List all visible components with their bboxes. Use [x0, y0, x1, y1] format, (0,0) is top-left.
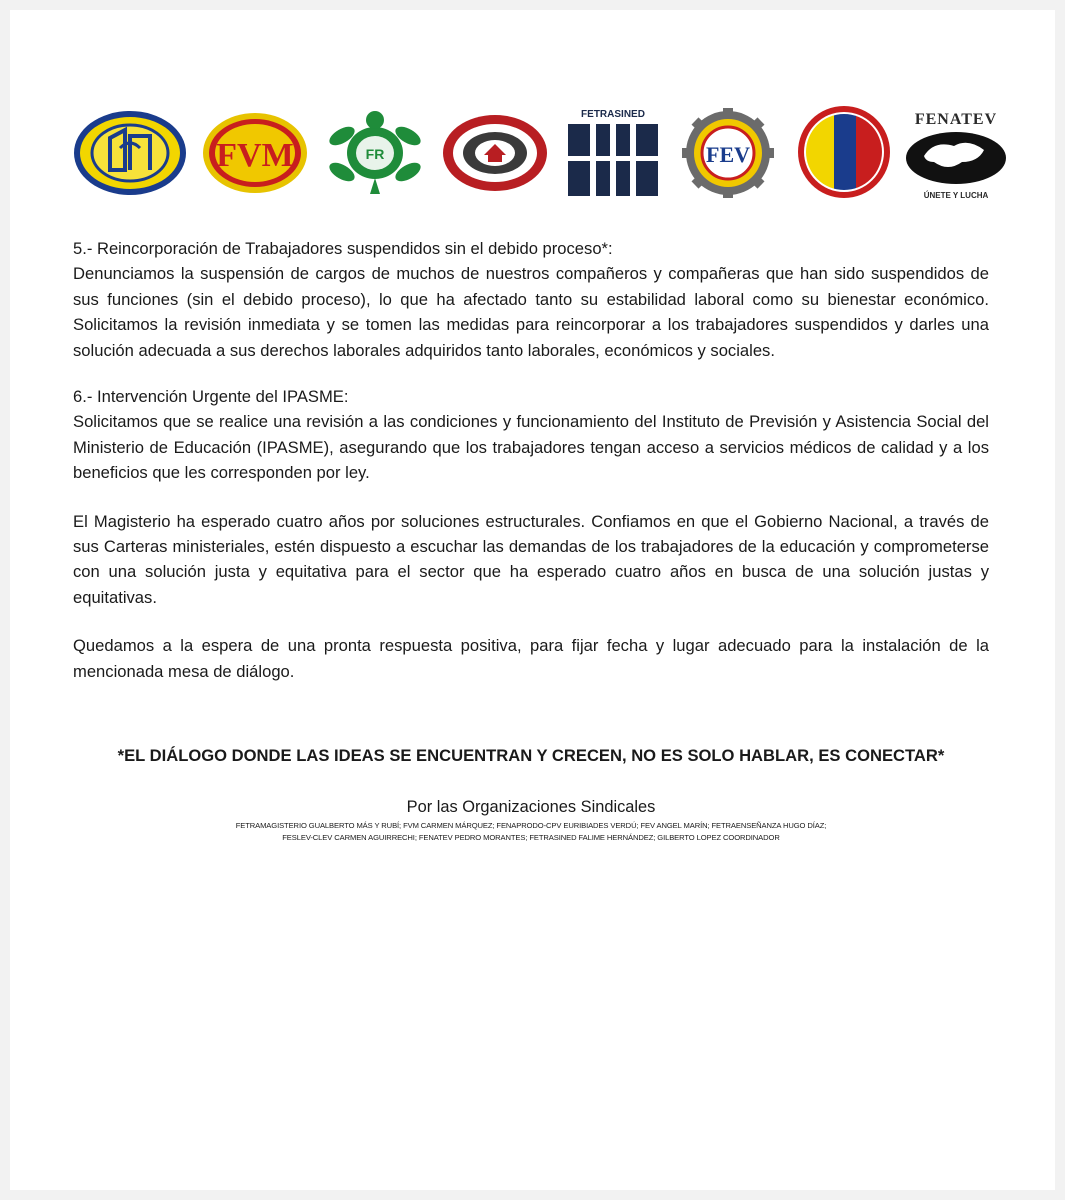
feslev-logo	[794, 104, 894, 200]
turtle-logo	[320, 106, 430, 200]
motto: *EL DIÁLOGO DONDE LAS IDEAS SE ENCUENTRAN Y CRECEN, NO ES SOLO HABLAR, ES CONECTAR*	[117, 746, 945, 765]
letter-body	[73, 236, 989, 684]
fev-logo	[676, 108, 780, 198]
closing-paragraph: Quedamos a la espera de una pronta respuesta positiva, para fijar fecha y lugar adecuado para la instalación de la mencionada mesa de diálogo.	[73, 636, 989, 681]
svg-text:FEV: FEV	[706, 142, 750, 167]
logo-strip	[70, 98, 1005, 208]
svg-text:ÚNETE Y LUCHA: ÚNETE Y LUCHA	[923, 191, 989, 200]
fetramagisterio-logo	[70, 108, 190, 198]
fenatev-logo	[902, 98, 1010, 206]
fetrasined-logo	[564, 106, 662, 198]
svg-text:FR: FR	[365, 146, 385, 162]
magisterio-paragraph: El Magisterio ha esperado cuatro años por soluciones estructurales. Confiamos en que el Gobierno Nacional, a través de sus Carteras ministeriales, estén dispuesto a escuchar las demandas de los trabajadores de la educación y comprometerse con una solución justa y equitativa para el sector que ha esperado cuatro años en busca de una solución justas y equitativas.	[73, 511, 989, 607]
fvm-logo	[200, 110, 310, 196]
document-page	[10, 10, 1055, 1190]
fenaprodo-logo	[440, 110, 550, 196]
signatories-line-2: FESLEV-CLEV CARMEN AGUIRRECHI; FENATEV PEDRO MORANTES; FETRASINED FALIME HERNÁNDEZ; GILBERTO LOPEZ COORDINADOR	[282, 833, 780, 842]
signatories-line-1: FETRAMAGISTERIO GUALBERTO MÁS Y RUBÍ; FVM CARMEN MÁRQUEZ; FENAPRODO-CPV EURIBIADES VERDÚ; FEV ANGEL MARÍN; FETRAENSEÑANZA HUGO DÍAZ;	[235, 821, 827, 830]
svg-text:FETRASINED: FETRASINED	[581, 109, 645, 120]
section-5-heading: 5.- Reincorporación de Trabajadores suspendidos sin el debido proceso*:	[73, 239, 613, 258]
signature-title: Por las Organizaciones Sindicales	[406, 798, 656, 816]
svg-text:FENATEV: FENATEV	[914, 111, 998, 128]
section-5-body: Denunciamos la suspensión de cargos de muchos de nuestros compañeros y compañeras que han sido suspendidos de sus funciones (sin el debido proceso), lo que ha afectado tanto su estabilidad laboral como su bienestar económico. Solicitamos la revisión inmediata y se tomen las medidas para reincorporar a los trabajadores suspendidos y darles una solución adecuada a sus derechos laborales adquiridos tanto laborales, económicos y sociales.	[73, 264, 989, 360]
section-6-heading: 6.- Intervención Urgente del IPASME:	[73, 387, 349, 407]
svg-text:FVM: FVM	[216, 137, 294, 174]
signatories	[73, 820, 989, 844]
section-6-body: Solicitamos que se realice una revisión a las condiciones y funcionamiento del Instituto de Previsión y Asistencia Social del Ministerio de Educación (IPASME), asegurando que los trabajadores tengan acceso a servicios médicos de calidad y a los beneficios que les corresponden por ley.	[73, 412, 989, 483]
